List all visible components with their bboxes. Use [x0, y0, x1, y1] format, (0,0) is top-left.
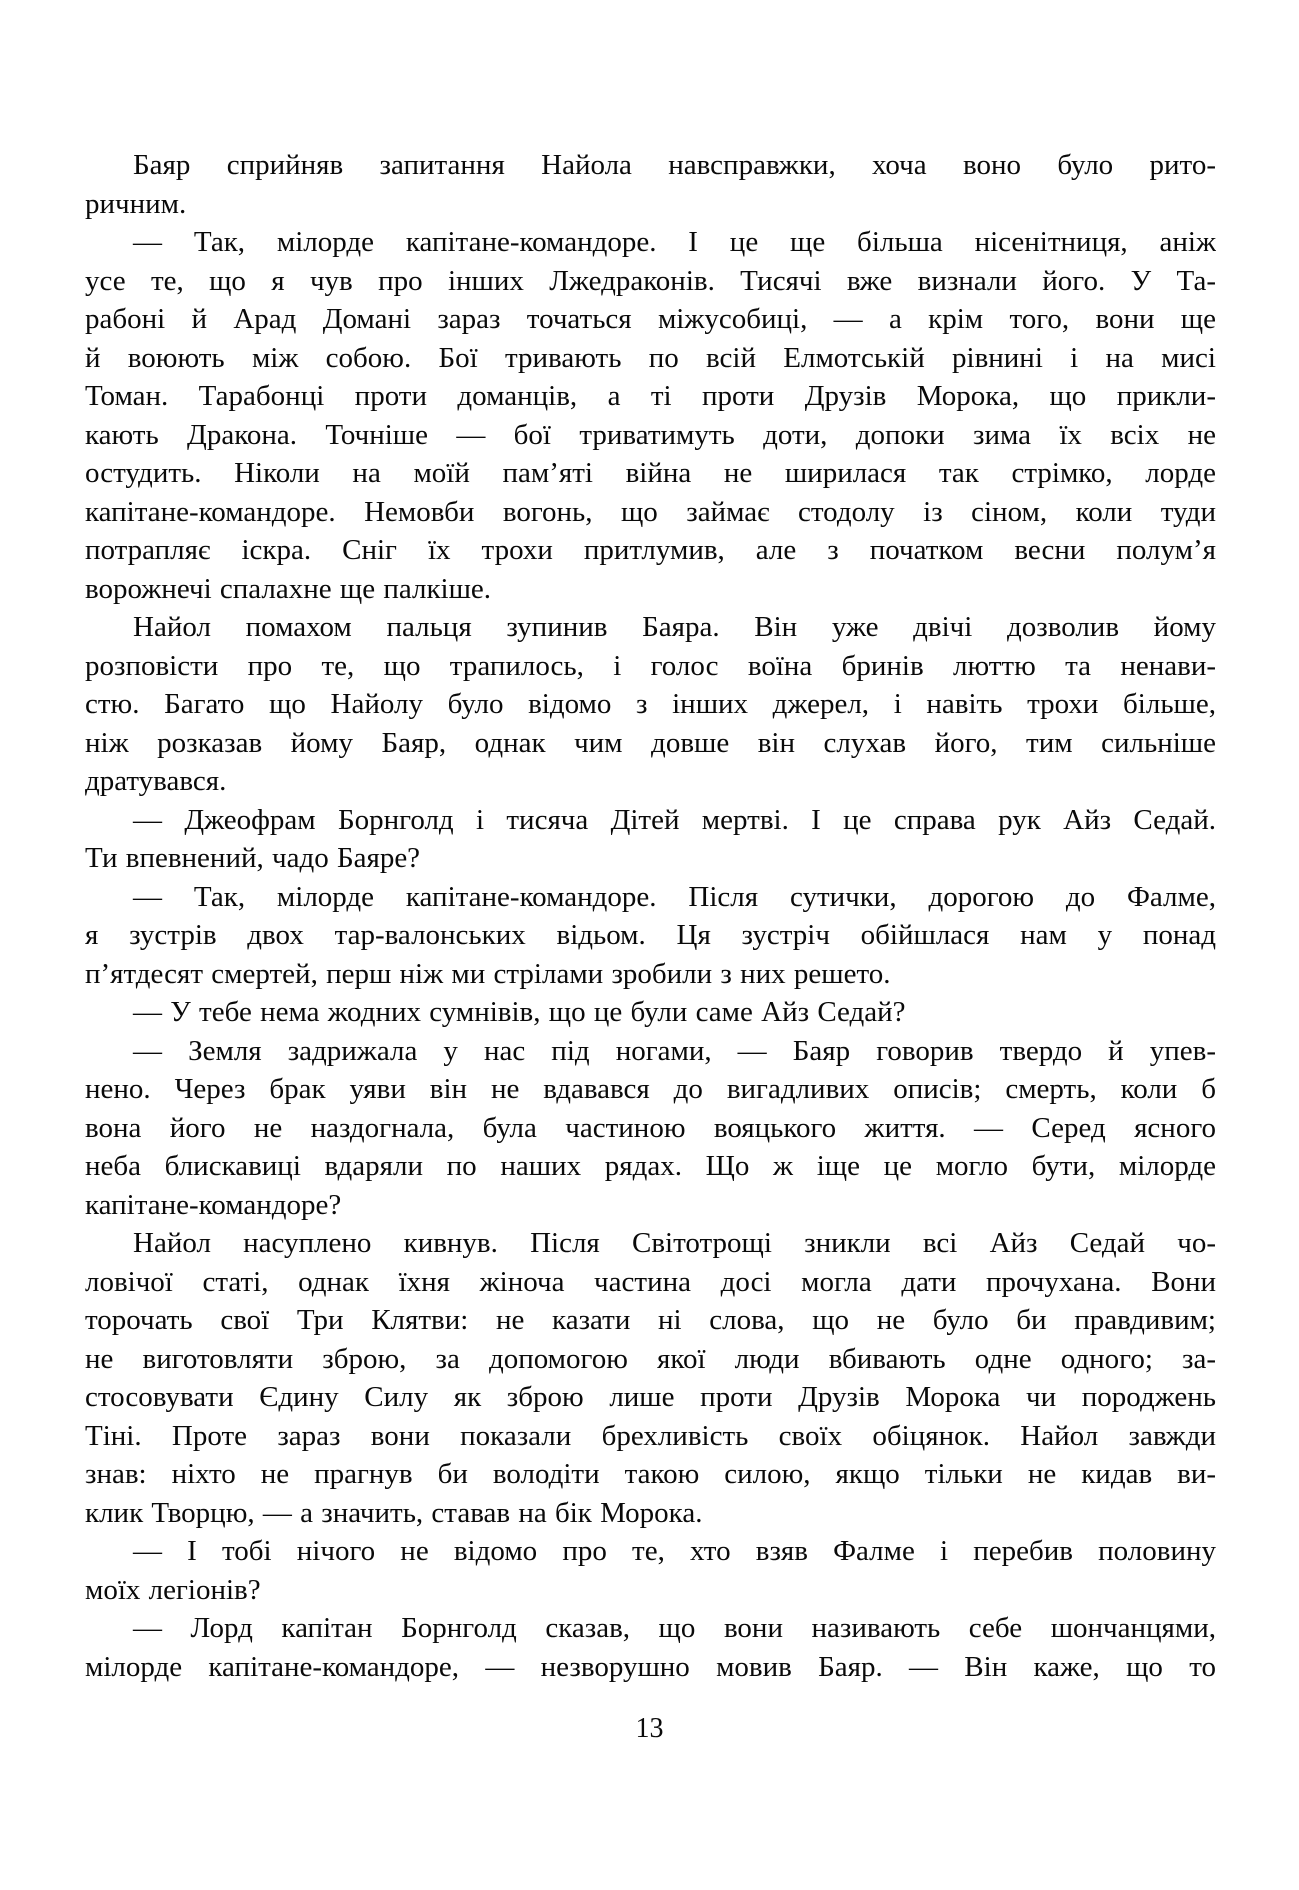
- text-line: — І тобі нічого не відомо про те, хто взяв Фалме і перебив половину: [133, 1535, 1216, 1567]
- text-line: клик Творцю, — а значить, ставав на бік Морока.: [85, 1496, 703, 1529]
- text-line: й воюють між собою. Бої тривають по всій Елмотській рівнині і на мисі: [85, 341, 1216, 374]
- text-line: стосовувати Єдину Силу як зброю лише проти Друзів Морока чи породжень: [85, 1381, 1216, 1413]
- text-line: — Лорд капітан Борнголд сказав, що вони називають себе шончанцями,: [133, 1612, 1216, 1644]
- text-line: Тіні. Проте зараз вони показали брехливість своїх обіцянок. Найол завжди: [85, 1419, 1216, 1452]
- text-line: рабоні й Арад Домані зараз точаться міжусобиці, — а крім того, вони ще: [85, 303, 1216, 335]
- text-line: ричним.: [85, 187, 187, 220]
- text-line: дратувався.: [85, 765, 227, 797]
- text-line: капітане-командоре. Немовби вогонь, що займає стодолу із сіном, коли туди: [85, 495, 1216, 528]
- text-line: — Так, мілорде капітане-командоре. Після сутички, дорогою до Фалме,: [133, 880, 1216, 913]
- text-line: капітане-командоре?: [85, 1188, 342, 1221]
- text-line: Найол помахом пальця зупинив Баяра. Він уже двічі дозволив йому: [133, 611, 1216, 643]
- text-line: — У тебе нема жодних сумнівів, що це були саме Айз Седай?: [133, 996, 906, 1028]
- text-line: ловічої статі, однак їхня жіноча частина досі могла дати прочухана. Вони: [85, 1265, 1216, 1298]
- text-line: ніж розказав йому Баяр, однак чим довше він слухав його, тим сильніше: [85, 726, 1216, 759]
- text-line: торочать свої Три Клятви: не казати ні слова, що не було би правдивим;: [85, 1304, 1216, 1336]
- text-line: мілорде капітане-командоре, — незворушно мовив Баяр. — Він каже, що то: [85, 1650, 1216, 1683]
- text-line: Ти впевнений, чадо Баяре?: [85, 842, 421, 874]
- text-line: неба блискавиці вдаряли по наших рядах. Що ж іще це могло бути, мілорде: [85, 1150, 1216, 1182]
- text-line: остудить. Ніколи на моїй пам’яті війна не ширилася так стрімко, лорде: [85, 457, 1216, 489]
- text-line: моїх легіонів?: [85, 1573, 261, 1606]
- text-line: не виготовляти зброю, за допомогою якої люди вбивають одне одного; за-: [85, 1342, 1216, 1375]
- text-line: Томан. Тарабонці проти доманців, а ті проти Друзів Морока, що прикли-: [85, 380, 1216, 412]
- text-line: — Так, мілорде капітане-командоре. І це ще більша нісенітниця, аніж: [133, 226, 1216, 258]
- text-line: стю. Багато що Найолу було відомо з інших джерел, і навіть трохи більше,: [85, 688, 1216, 720]
- text-line: — Земля задрижала у нас під ногами, — Баяр говорив твердо й упев-: [133, 1034, 1216, 1067]
- page-number: 13: [635, 1713, 664, 1744]
- text-line: п’ятдесят смертей, перш ніж ми стрілами зробили з них решето.: [85, 957, 891, 990]
- text-line: кають Дракона. Точніше — бої триватимуть доти, допоки зима їх всіх не: [85, 418, 1216, 451]
- text-line: Найол насуплено кивнув. Після Світотрощі зникли всі Айз Седай чо-: [133, 1227, 1216, 1259]
- text-line: усе те, що я чув про інших Лжедраконів. Тисячі вже визнали його. У Та-: [85, 264, 1216, 297]
- text-line: знав: ніхто не прагнув би володіти такою силою, якщо тільки не кидав ви-: [85, 1458, 1216, 1490]
- text-line: я зустрів двох тар-валонських відьом. Ця зустріч обійшлася нам у понад: [85, 919, 1216, 951]
- text-block: [85, 146, 1216, 1686]
- text-line: ворожнечі спалахне ще палкіше.: [85, 572, 492, 605]
- text-line: — Джеофрам Борнголд і тисяча Дітей мертві. І це справа рук Айз Седай.: [133, 803, 1216, 836]
- text-line: вона його не наздогнала, була частиною вояцького життя. — Серед ясного: [85, 1111, 1216, 1144]
- text-line: Баяр сприйняв запитання Найола навсправжки, хоча воно було рито-: [133, 149, 1216, 181]
- text-line: нено. Через брак уяви він не вдавався до вигадливих описів; смерть, коли б: [85, 1073, 1216, 1105]
- text-line: потрапляє іскра. Сніг їх трохи притлумив, але з початком весни полум’я: [85, 534, 1216, 566]
- text-line: розповісти про те, що трапилось, і голос воїна бринів люттю та ненави-: [85, 649, 1216, 682]
